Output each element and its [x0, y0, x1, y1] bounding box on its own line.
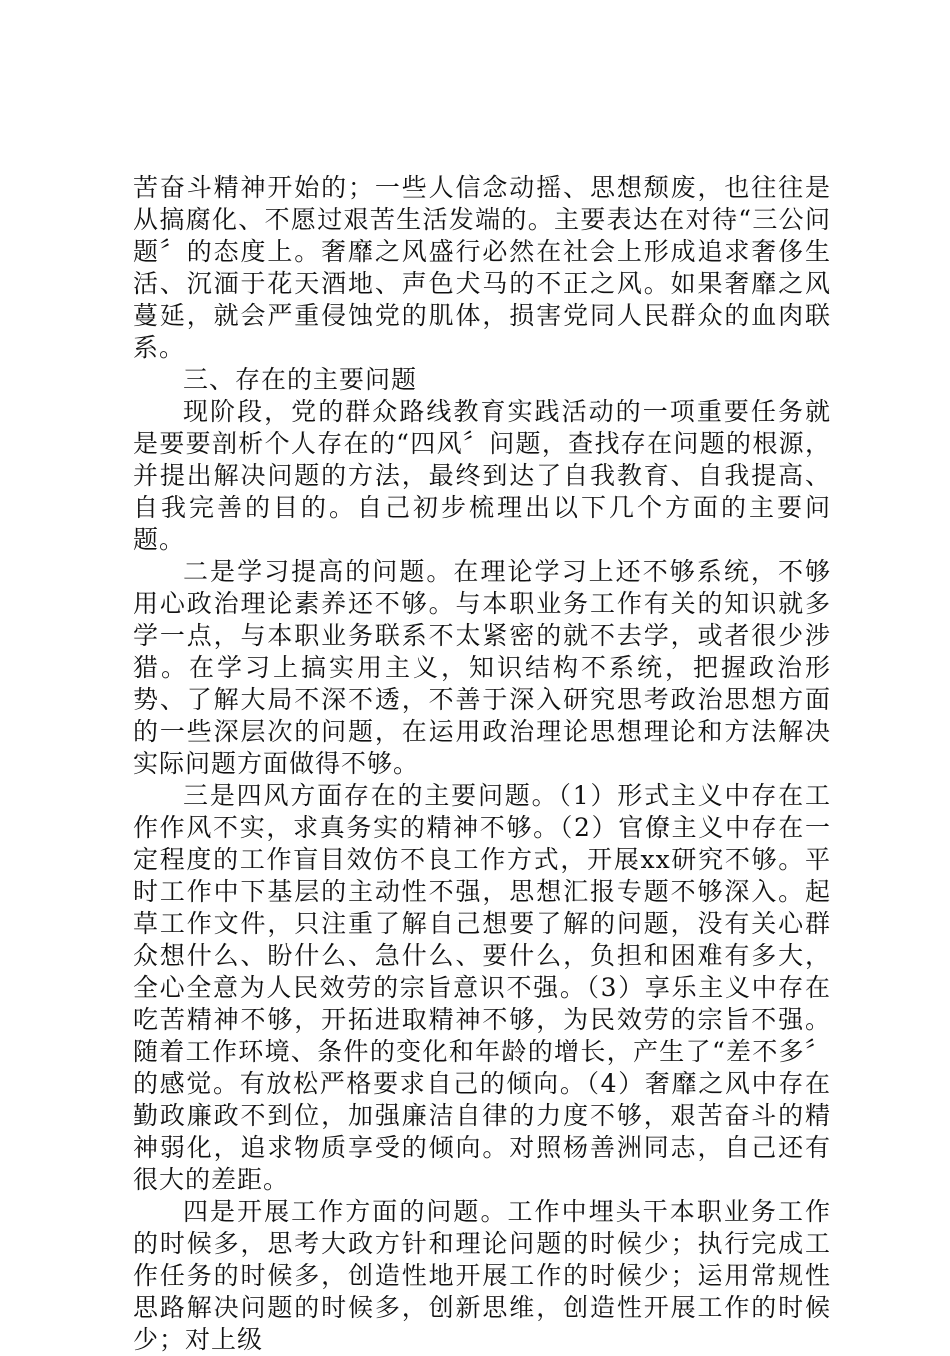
section-heading: 三、存在的主要问题 — [183, 365, 418, 394]
paragraph-work-problems: 四是开展工作方面的问题。工作中埋头干本职业务工作的时候多，思考大政方针和理论问题的时候少；执行完成工作任务的时候多，创造性地开展工作的时候少；运用常规性思路解决问题的时候多，创新思维，创造性开展工作的时候少；对上级 — [133, 1197, 831, 1354]
document-page — [133, 172, 831, 1356]
paragraph-study-problems: 二是学习提高的问题。在理论学习上还不够系统，不够用心政治理论素养还不够。与本职业务工作有关的知识就多学一点，与本职业务联系不太紧密的就不去学，或者很少涉猎。在学习上搞实用主义，知识结构不系统，把握政治形势、了解大局不深不透，不善于深入研究思考政治思想方面的一些深层次的问题，在运用政治理论思想理论和方法解决实际问题方面做得不够。 — [133, 557, 831, 778]
paragraph-four-winds: 三是四风方面存在的主要问题。（1）形式主义中存在工作作风不实，求真务实的精神不够。（2）官僚主义中存在一定程度的工作盲目效仿不良工作方式，开展xx研究不够。平时工作中下基层的主动性不强，思想汇报专题不够深入。起草工作文件，只注重了解自己想要了解的问题，没有关心群众想什么、盼什么、急什么、要什么，负担和困难有多大，全心全意为人民效劳的宗旨意识不强。（3）享乐主义中存在吃苦精神不够，开拓进取精神不够，为民效劳的宗旨不强。随着工作环境、条件的变化和年龄的增长，产生了“差不多〞的感觉。有放松严格要求自己的倾向。（4）奢靡之风中存在勤政廉政不到位，加强廉洁自律的力度不够，艰苦奋斗的精神弱化，追求物质享受的倾向。对照杨善洲同志，自己还有很大的差距。 — [133, 781, 831, 1194]
paragraph-intro: 现阶段，党的群众路线教育实践活动的一项重要任务就是要要剖析个人存在的“四风〞问题，查找存在问题的根源，并提出解决问题的方法，最终到达了自我教育、自我提高、自我完善的目的。自己初步梳理出以下几个方面的主要问题。 — [133, 397, 831, 554]
paragraph-continuation: 苦奋斗精神开始的；一些人信念动摇、思想颓废，也往往是从搞腐化、不愿过艰苦生活发端的。主要表达在对待“三公问题〞的态度上。奢靡之风盛行必然在社会上形成追求奢侈生活、沉湎于花天酒地、声色犬马的不正之风。如果奢靡之风蔓延，就会严重侵蚀党的肌体，损害党同人民群众的血肉联系。 — [133, 173, 831, 362]
